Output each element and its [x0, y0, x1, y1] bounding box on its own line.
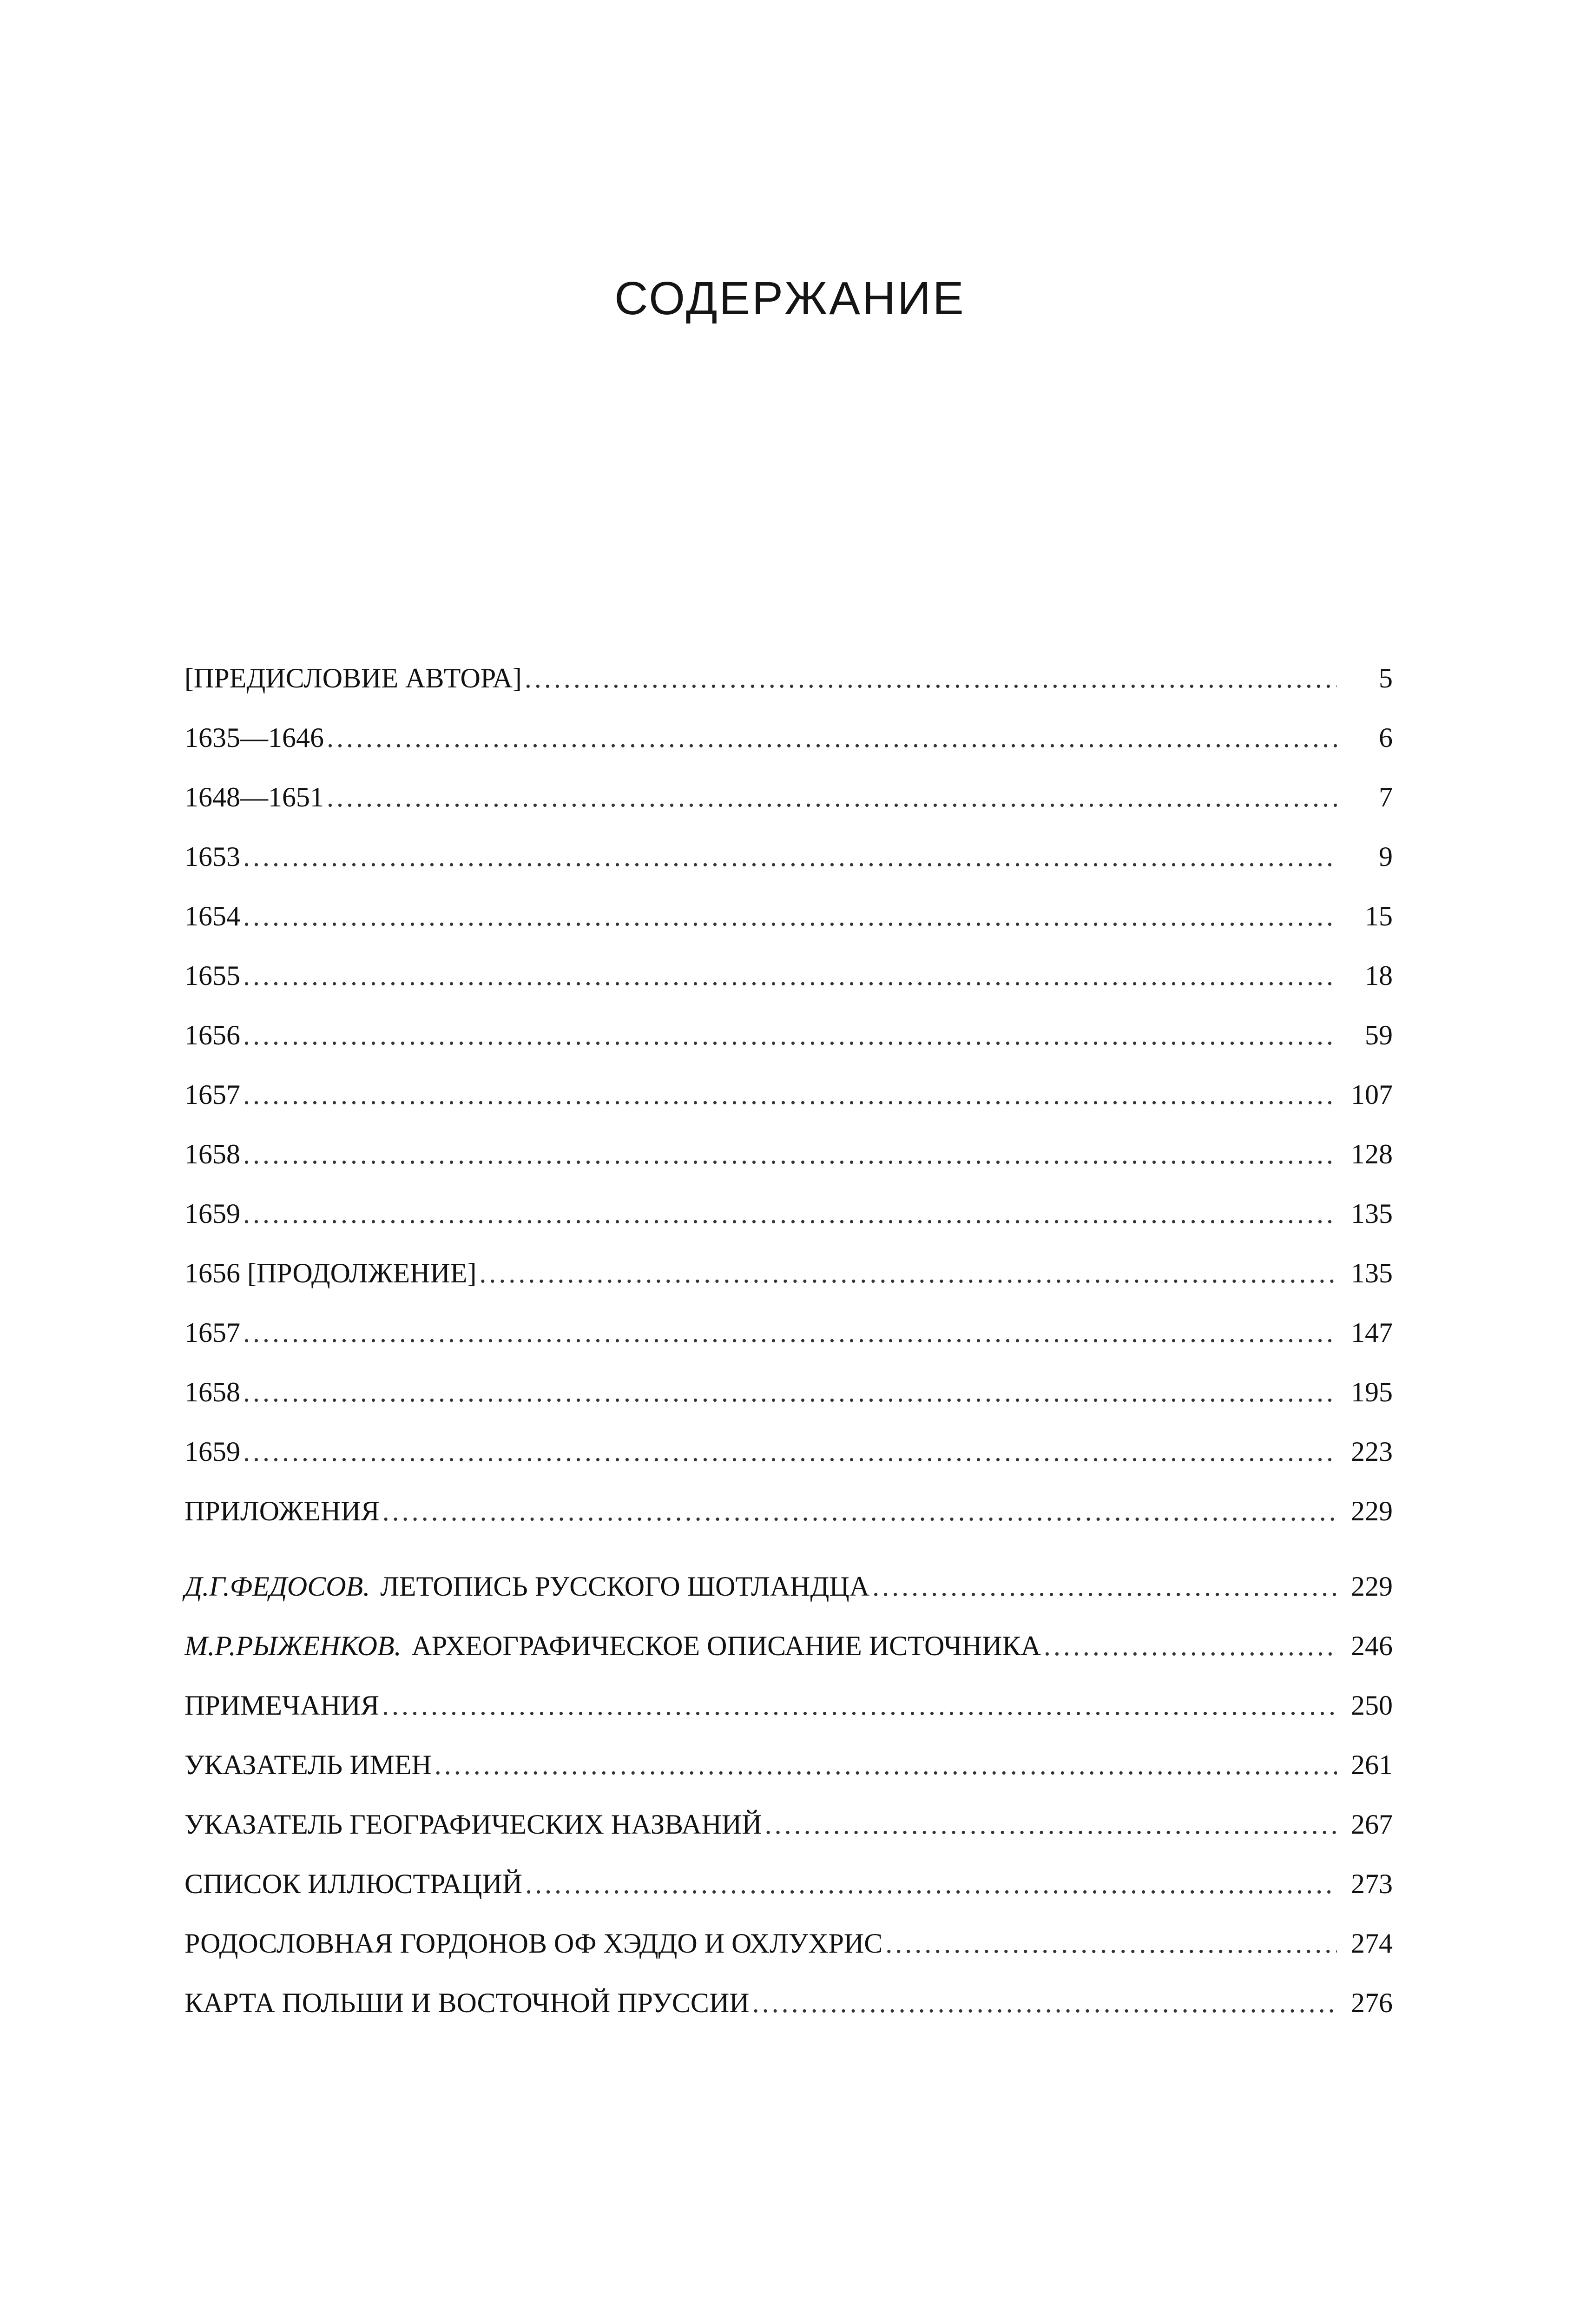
toc-entry-label	[184, 1676, 379, 1735]
toc-entry-label	[184, 767, 324, 827]
toc-entry	[184, 1795, 1393, 1854]
toc-entry-page-number: 128	[1351, 1139, 1393, 1169]
dot-leader	[243, 827, 1337, 886]
toc-entry-page-number: 274	[1351, 1928, 1393, 1959]
dot-leader	[525, 648, 1337, 708]
toc-entry-title: 1657	[184, 1079, 240, 1110]
toc-entry-page-number: 15	[1365, 901, 1393, 931]
page-title: СОДЕРЖАНИЕ	[614, 272, 966, 324]
toc-entry-page-number: 5	[1379, 663, 1393, 693]
toc-entry-title: УКАЗАТЕЛЬ ИМЕН	[184, 1750, 432, 1780]
toc-entry-title: [ПРЕДИСЛОВИЕ АВТОРА]	[184, 663, 522, 693]
toc-entry	[184, 827, 1393, 886]
toc-entry-title: 1635—1646	[184, 722, 324, 753]
toc-entry-label	[184, 1481, 380, 1541]
toc-entry-page-number: 229	[1351, 1571, 1393, 1602]
dot-leader	[752, 1973, 1337, 2033]
dot-leader	[243, 1184, 1337, 1243]
toc-entry-label	[184, 648, 522, 708]
dot-leader	[382, 1676, 1337, 1735]
toc-entry-page-number: 276	[1351, 1987, 1393, 2018]
dot-leader	[243, 1303, 1337, 1362]
toc-entry	[184, 1481, 1393, 1541]
toc-entry-title: 1659	[184, 1198, 240, 1229]
toc-entry-label	[184, 1065, 240, 1124]
toc-entry	[184, 1676, 1393, 1735]
toc-entry-page-number: 273	[1351, 1868, 1393, 1899]
dot-leader	[327, 708, 1337, 767]
toc-entry-title: УКАЗАТЕЛЬ ГЕОГРАФИЧЕСКИХ НАЗВАНИЙ	[184, 1809, 762, 1840]
toc-entry-label	[184, 1735, 432, 1795]
toc-entry-page-number: 250	[1351, 1690, 1393, 1721]
toc-entry-title: 1658	[184, 1377, 240, 1407]
toc-entry-label	[184, 1616, 1041, 1676]
toc-entry	[184, 1557, 1393, 1616]
toc-entry	[184, 886, 1393, 946]
toc-entry	[184, 708, 1393, 767]
toc-entry-label	[184, 708, 324, 767]
dot-leader	[243, 1362, 1337, 1422]
toc-entry-label	[184, 1362, 240, 1422]
toc-entry-author: М.Р.РЫЖЕНКОВ.	[184, 1631, 402, 1661]
toc-entry-label	[184, 1973, 750, 2033]
toc-entry-page-number: 135	[1351, 1198, 1393, 1229]
dot-leader	[243, 1005, 1337, 1065]
toc-entry	[184, 1854, 1393, 1914]
toc-entry-page-number: 195	[1351, 1377, 1393, 1407]
toc-entry	[184, 1243, 1393, 1303]
toc-entry-title: ЛЕТОПИСЬ РУССКОГО ШОТЛАНДЦА	[380, 1571, 870, 1602]
toc-entry	[184, 1735, 1393, 1795]
toc-entry-title: 1648—1651	[184, 782, 324, 812]
dot-leader	[1044, 1616, 1337, 1676]
toc-entry	[184, 1914, 1393, 1973]
dot-leader	[765, 1795, 1337, 1854]
toc-entry-page-number: 246	[1351, 1631, 1393, 1661]
toc-entry	[184, 1124, 1393, 1184]
toc-entry-label	[184, 1303, 240, 1362]
toc-entry-label	[184, 1557, 869, 1616]
toc-entry-author: Д.Г.ФЕДОСОВ.	[184, 1571, 370, 1602]
dot-leader	[382, 1481, 1337, 1541]
toc-entry-label	[184, 1005, 240, 1065]
dot-leader	[243, 1124, 1337, 1184]
toc-entry	[184, 648, 1393, 708]
dot-leader	[243, 1065, 1337, 1124]
table-of-contents	[184, 648, 1393, 2033]
toc-entry-page-number: 9	[1379, 841, 1393, 872]
toc-entry-page-number: 267	[1351, 1809, 1393, 1840]
toc-entry-page-number: 107	[1351, 1079, 1393, 1110]
toc-entry	[184, 1005, 1393, 1065]
dot-leader	[243, 1422, 1337, 1481]
toc-entry-title: КАРТА ПОЛЬШИ И ВОСТОЧНОЙ ПРУССИИ	[184, 1987, 750, 2018]
toc-entry	[184, 1362, 1393, 1422]
toc-entry-label	[184, 1184, 240, 1243]
toc-entry-title: 1654	[184, 901, 240, 931]
toc-entry-label	[184, 1795, 762, 1854]
toc-entry-title: 1657	[184, 1317, 240, 1348]
toc-entry-label	[184, 1914, 882, 1973]
toc-entry-page-number: 223	[1351, 1436, 1393, 1467]
toc-entry-label	[184, 946, 240, 1005]
toc-entry	[184, 767, 1393, 827]
toc-entry-label	[184, 1854, 522, 1914]
toc-entry-page-number: 18	[1365, 960, 1393, 991]
toc-entry-title: СПИСОК ИЛЛЮСТРАЦИЙ	[184, 1868, 523, 1899]
toc-entry-page-number: 6	[1379, 722, 1393, 753]
toc-entry	[184, 1303, 1393, 1362]
dot-leader	[243, 886, 1337, 946]
toc-entry-title: 1655	[184, 960, 240, 991]
toc-entry-title: 1656	[184, 1020, 240, 1050]
toc-entry	[184, 1616, 1393, 1676]
toc-entry-label	[184, 886, 240, 946]
toc-entry-page-number: 147	[1351, 1317, 1393, 1348]
toc-entry	[184, 1065, 1393, 1124]
toc-entry	[184, 946, 1393, 1005]
toc-entry	[184, 1973, 1393, 2033]
toc-entry-title: ПРИМЕЧАНИЯ	[184, 1690, 380, 1721]
toc-entry-page-number: 229	[1351, 1496, 1393, 1526]
dot-leader	[434, 1735, 1337, 1795]
dot-leader	[327, 767, 1337, 827]
toc-entry-page-number: 261	[1351, 1750, 1393, 1780]
toc-entry-title: 1656 [ПРОДОЛЖЕНИЕ]	[184, 1258, 477, 1288]
toc-entry-title: АРХЕОГРАФИЧЕСКОЕ ОПИСАНИЕ ИСТОЧНИКА	[411, 1631, 1041, 1661]
toc-entry-title: ПРИЛОЖЕНИЯ	[184, 1496, 380, 1526]
toc-entry-title: 1653	[184, 841, 240, 872]
toc-entry-title: 1658	[184, 1139, 240, 1169]
dot-leader	[885, 1914, 1337, 1973]
toc-entry-page-number: 59	[1365, 1020, 1393, 1050]
dot-leader	[872, 1557, 1337, 1616]
dot-leader	[525, 1854, 1337, 1914]
toc-entry-page-number: 135	[1351, 1258, 1393, 1288]
toc-entry-label	[184, 1422, 240, 1481]
dot-leader	[479, 1243, 1337, 1303]
toc-entry-title: 1659	[184, 1436, 240, 1467]
toc-entry-label	[184, 1124, 240, 1184]
toc-entry	[184, 1422, 1393, 1481]
toc-entry	[184, 1184, 1393, 1243]
toc-entry-label	[184, 827, 240, 886]
dot-leader	[243, 946, 1337, 1005]
toc-entry-label	[184, 1243, 476, 1303]
toc-entry-title: РОДОСЛОВНАЯ ГОРДОНОВ ОФ ХЭДДО И ОХЛУХРИС	[184, 1928, 883, 1959]
toc-entry-page-number: 7	[1379, 782, 1393, 812]
